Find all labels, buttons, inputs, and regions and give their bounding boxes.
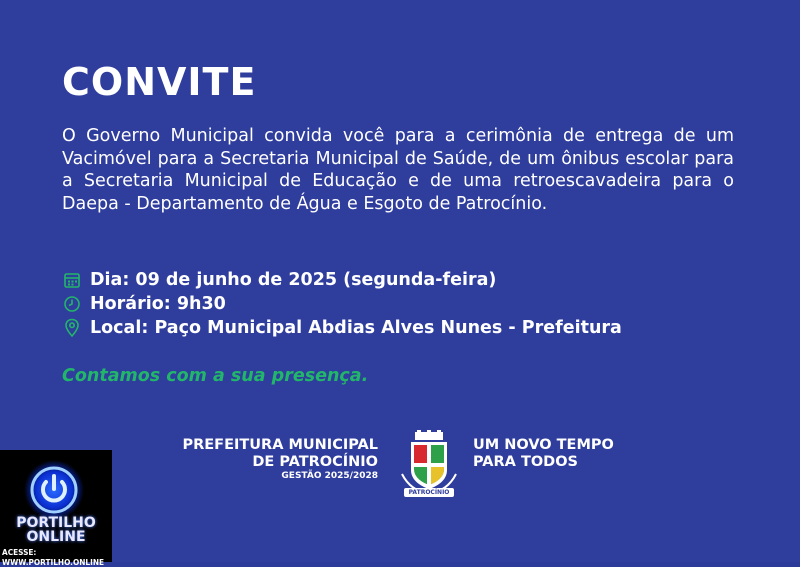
watermark-line-2: ONLINE: [26, 529, 86, 545]
invitation-title: CONVITE: [62, 60, 257, 104]
event-date: Dia: 09 de junho de 2025 (segunda-feira): [90, 270, 497, 290]
power-icon: [22, 458, 86, 522]
event-details: [62, 268, 622, 340]
event-time: Horário: 9h30: [90, 294, 226, 314]
slogan-line-1: UM NOVO TEMPO: [473, 437, 614, 453]
closing-message: Contamos com a sua presença.: [62, 366, 369, 386]
event-place: Local: Paço Municipal Abdias Alves Nunes - Prefeitura: [90, 318, 622, 338]
portilho-online-watermark[interactable]: [0, 450, 112, 567]
event-date-row: [62, 268, 622, 292]
clock-icon: [62, 294, 82, 314]
org-line-2: DE PATROCÍNIO: [252, 454, 378, 470]
location-pin-icon: [62, 318, 82, 338]
administration-term: GESTÃO 2025/2028: [281, 471, 378, 481]
crest-label: PATROCÍNIO: [408, 489, 450, 496]
calendar-icon: [62, 270, 82, 290]
org-line-1: PREFEITURA MUNICIPAL: [182, 437, 378, 453]
slogan: [473, 437, 614, 471]
watermark-url[interactable]: ACESSE: WWW.PORTILHO.ONLINE: [2, 547, 105, 567]
invitation-body: O Governo Municipal convida você para a cerimônia de entrega de um Vacimóvel para a Secretaria Municipal de Saúde, de um ônibus escolar para a Secretaria Municipal de Educação e de uma retroescavadeira para o Daepa - Departamento de Água e Esgoto de Patrocínio.: [62, 126, 734, 214]
event-place-row: [62, 316, 622, 340]
municipality-name: [150, 437, 378, 482]
slogan-line-2: PARA TODOS: [473, 454, 578, 470]
event-time-row: [62, 292, 622, 316]
city-coat-of-arms: [398, 430, 460, 502]
watermark-line-1: PORTILHO: [16, 515, 96, 531]
